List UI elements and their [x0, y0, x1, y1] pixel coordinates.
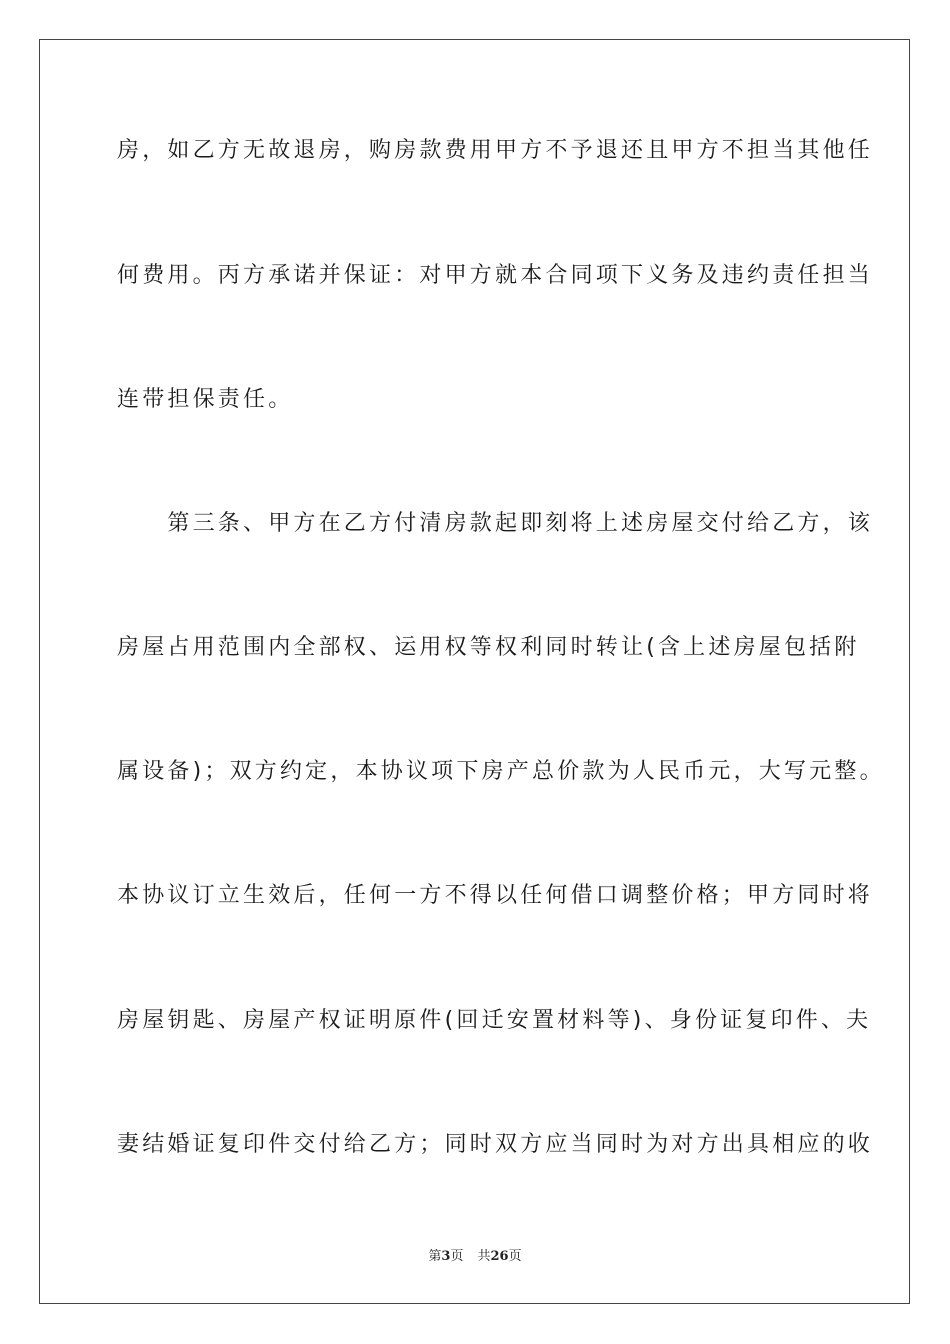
body-text-line: 妻结婚证复印件交付给乙方；同时双方应当同时为对方出具相应的收 — [117, 1132, 874, 1157]
footer-total-suffix: 页 — [508, 1249, 522, 1264]
body-text-line: 房屋占用范围内全部权、运用权等权利同时转让(含上述房屋包括附 — [117, 635, 860, 660]
page-border — [39, 39, 910, 1304]
footer-page-number: 3 — [441, 1249, 451, 1264]
body-text-line: 房屋钥匙、房屋产权证明原件(回迁安置材料等)、身份证复印件、夫 — [117, 1008, 872, 1033]
footer-page-prefix: 第 — [428, 1249, 442, 1264]
body-text-line: 第三条、甲方在乙方付清房款起即刻将上述房屋交付给乙方，该 — [117, 511, 874, 536]
body-text-line: 连带担保责任。 — [117, 387, 294, 412]
body-text-line: 房，如乙方无故退房，购房款费用甲方不予退还且甲方不担当其他任 — [117, 138, 874, 163]
footer-page-suffix: 页 — [450, 1249, 464, 1264]
page-footer — [0, 1248, 950, 1266]
body-text-line: 属设备)；双方约定，本协议项下房产总价款为人民币元，大写元整。 — [117, 759, 885, 784]
body-text-line: 本协议订立生效后，任何一方不得以任何借口调整价格；甲方同时将 — [117, 883, 874, 908]
body-text-line: 何费用。丙方承诺并保证：对甲方就本合同项下义务及违约责任担当 — [117, 263, 874, 288]
footer-total-pages: 26 — [490, 1249, 509, 1264]
footer-total-prefix: 共 — [477, 1249, 491, 1264]
